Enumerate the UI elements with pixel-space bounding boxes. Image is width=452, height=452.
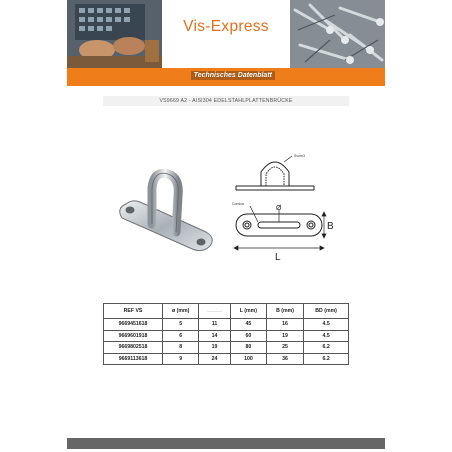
table-row <box>104 353 349 365</box>
datasheet-label: Technisches Datenblatt <box>191 71 275 80</box>
table-cell: 4.5 <box>304 319 349 331</box>
workshop-photo-graphic <box>67 0 162 68</box>
column-header: REF VS <box>104 304 163 319</box>
specification-table <box>103 303 349 365</box>
brand-title: Vis-Express <box>183 18 269 35</box>
table-cell: 9669113618 <box>104 353 163 365</box>
product-subtitle: VS9669 A2 - AISI304 EDELSTAHLPLATTENBRÜCKE <box>159 97 293 104</box>
table-cell: 16 <box>266 319 303 331</box>
column-header: BD (mm) <box>304 304 349 319</box>
eye-plate-graphic <box>120 173 213 250</box>
table-cell: 45 <box>230 319 266 331</box>
table-cell: 9669802518 <box>104 342 163 354</box>
screws-photo <box>290 0 385 68</box>
table-cell: 6.2 <box>304 342 349 354</box>
column-header: B (mm) <box>266 304 303 319</box>
table-cell: 25 <box>266 342 303 354</box>
table-row <box>104 319 349 331</box>
table-cell: 6 <box>163 330 199 342</box>
column-header: ø (mm) <box>163 304 199 319</box>
column-header: ————— <box>199 304 231 319</box>
workshop-photo <box>67 0 162 68</box>
product-image <box>112 166 224 262</box>
table-cell: 19 <box>266 330 303 342</box>
dimension-b-label: B <box>327 221 334 232</box>
footer-bar <box>67 438 385 449</box>
table-cell: 36 <box>266 353 303 365</box>
table-cell: 8 <box>163 342 199 354</box>
table-cell: 5 <box>163 319 199 331</box>
label-top: Svom3 <box>294 154 305 158</box>
table-cell: 11 <box>199 319 231 331</box>
screws-photo-graphic <box>290 0 385 68</box>
table-row <box>104 342 349 354</box>
column-header: L (mm) <box>230 304 266 319</box>
label-side: Comica <box>232 202 244 206</box>
table-cell: 100 <box>230 353 266 365</box>
table-cell: 60 <box>230 330 266 342</box>
table-header-row <box>104 304 349 319</box>
table-cell: 19 <box>199 342 231 354</box>
table-cell: 9669601918 <box>104 330 163 342</box>
dimension-diameter-label: Ø <box>276 205 282 212</box>
table-cell: 80 <box>230 342 266 354</box>
header-banner <box>67 0 385 68</box>
table-cell: 9669451618 <box>104 319 163 331</box>
table-cell: 9 <box>163 353 199 365</box>
subtitle-band <box>103 96 349 106</box>
table-cell: 14 <box>199 330 231 342</box>
table-cell: 6.2 <box>304 353 349 365</box>
table-row <box>104 330 349 342</box>
brand-area <box>162 0 290 68</box>
title-bar <box>67 68 385 86</box>
table-cell: 24 <box>199 353 231 365</box>
table-cell: 4.5 <box>304 330 349 342</box>
dimension-l-label: L <box>275 252 281 262</box>
technical-drawing <box>228 150 340 262</box>
